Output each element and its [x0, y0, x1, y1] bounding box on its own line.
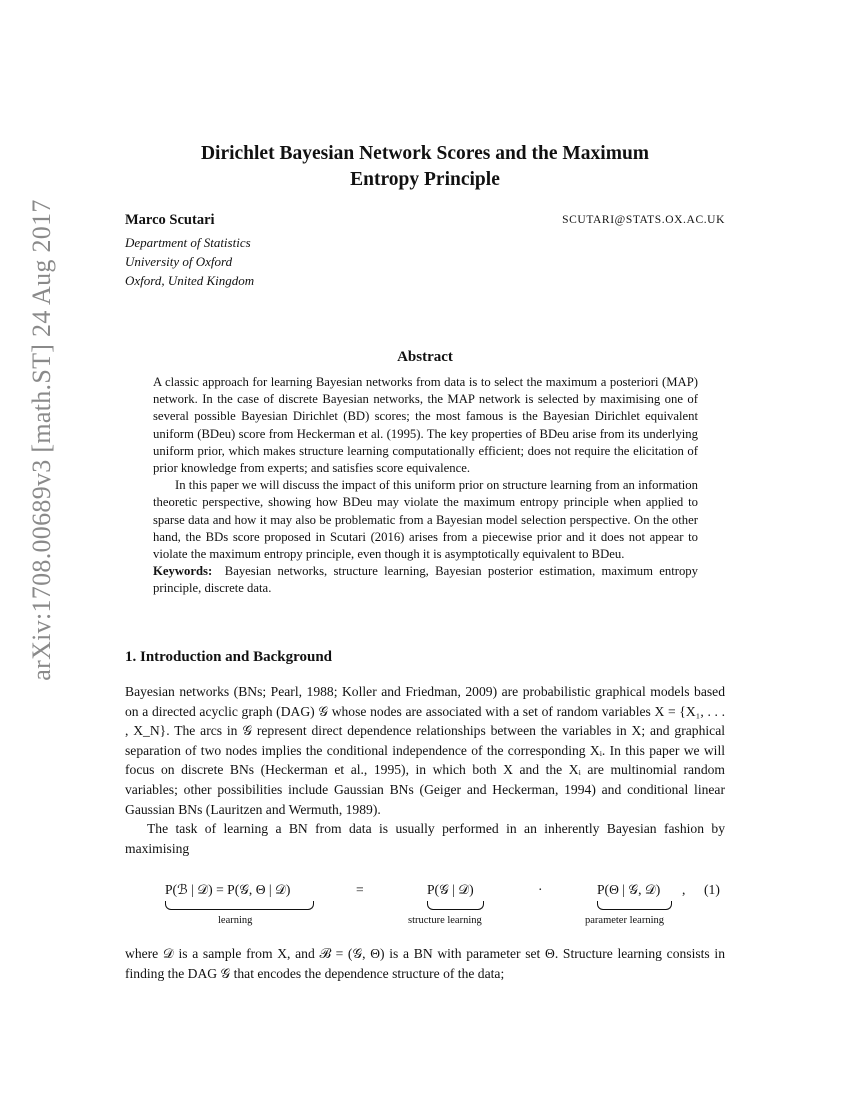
- author-email: SCUTARI@STATS.OX.AC.UK: [562, 214, 725, 226]
- underbrace-structure: [427, 901, 484, 910]
- post-equation-text: [125, 944, 725, 983]
- keywords: [153, 563, 698, 597]
- arxiv-id: arXiv:1708.00689v3 [math.ST] 24 Aug 2017: [27, 199, 56, 681]
- intro-paragraph-2: The task of learning a BN from data is usually performed in an inherently Bayesian fashion by maximising: [125, 821, 725, 856]
- affiliation-line: Department of Statistics: [125, 235, 251, 250]
- eq-number: (1): [704, 882, 720, 897]
- abstract-heading: Abstract: [397, 349, 453, 365]
- keywords-label: Keywords:: [153, 564, 213, 579]
- keywords-text: Bayesian networks, structure learning, Bayesian posterior estimation, maximum entropy principle, discrete data.: [153, 564, 698, 596]
- eq-equals: =: [356, 882, 364, 897]
- author-affiliation: [125, 233, 254, 290]
- author-name: Marco Scutari: [125, 212, 215, 228]
- label-learning: learning: [218, 915, 253, 926]
- eq-comma: ,: [682, 882, 686, 897]
- title-line-2: Entropy Principle: [350, 169, 500, 190]
- eq-dot: ·: [538, 882, 543, 897]
- eq-lhs: P(ℬ | 𝒟) = P(𝒢, Θ | 𝒟): [165, 882, 291, 897]
- label-structure-learning: structure learning: [408, 915, 482, 926]
- underbrace-learning: [165, 901, 314, 910]
- abstract-paragraph-1: A classic approach for learning Bayesian networks from data is to select the maximum a posteriori (MAP) network. In the case of discrete Bayesian networks, the MAP network is selected by maximising one of several possible Bayesian Dirichlet (BD) scores; the most famous is the Bayesian Dirichlet equivalent uniform (BDeu) score from Heckerman et al. (1995). The key properties of BDeu arise from its underlying uniform prior, which makes structure learning computationally efficient; does not require the elicitation of prior knowledge from experts; and satisfies score equivalence.: [153, 375, 698, 476]
- label-parameter-learning: parameter learning: [585, 915, 664, 926]
- title-line-1: Dirichlet Bayesian Network Scores and the Maximum: [200, 143, 650, 164]
- affiliation-line: University of Oxford: [125, 254, 233, 269]
- section-heading: 1. Introduction and Background: [125, 649, 333, 665]
- eq-structure: P(𝒢 | 𝒟): [427, 882, 474, 897]
- eq-parameter: P(Θ | 𝒢, 𝒟): [597, 882, 661, 897]
- post-equation-paragraph: where 𝒟 is a sample from X, and ℬ = (𝒢, Θ) is a BN with parameter set Θ. Structure learning consists in finding the DAG 𝒢 that encodes the dependence structure of the data;: [125, 946, 725, 981]
- intro-paragraph-1: Bayesian networks (BNs; Pearl, 1988; Koller and Friedman, 2009) are probabilistic graphical models based on a directed acyclic graph (DAG) 𝒢 whose nodes are associated with a set of random variables X = {X₁, . . . , X_N}. The arcs in 𝒢 represent direct dependence relationships between the variables in X; and graphical separation of two nodes implies the conditional independence of the corresponding Xᵢ. In this paper we will focus on discrete BNs (Heckerman et al., 1995), in which both X and the Xᵢ are multinomial random variables; other possibilities include Gaussian BNs (Geiger and Heckerman, 1994) and conditional linear Gaussian BNs (Lauritzen and Wermuth, 1989).: [125, 684, 725, 817]
- abstract-body: [153, 374, 698, 598]
- intro-body: [125, 682, 725, 858]
- underbrace-parameter: [597, 901, 672, 910]
- paper-title: [125, 141, 725, 193]
- abstract-paragraph-2: In this paper we will discuss the impact of this uniform prior on structure learning from an information theoretic perspective, showing how BDeu may violate the maximum entropy principle when applied to sparse data and how it may also be problematic from a Bayesian model selection perspective. On the other hand, the BDs score proposed in Scutari (2016) arises from a piecewise prior and it does not appear to violate the maximum entropy principle, even though it is asymptotically equivalent to BDeu.: [153, 478, 698, 562]
- affiliation-line: Oxford, United Kingdom: [125, 273, 255, 288]
